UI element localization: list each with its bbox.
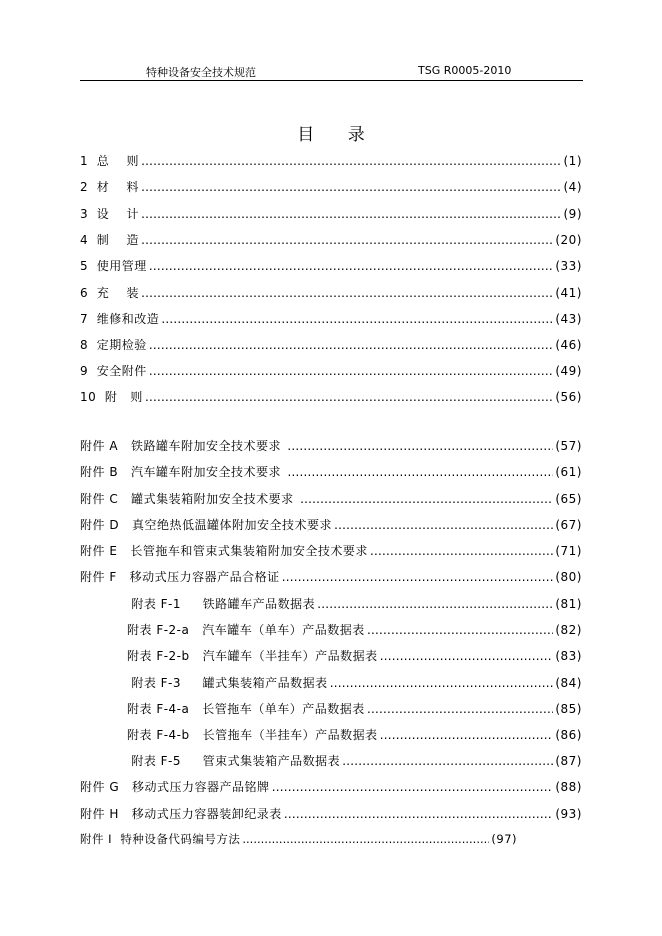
toc-entry-chapter-10[interactable]: [80, 388, 582, 406]
toc-page: (46): [555, 338, 582, 352]
leader-dots: [141, 152, 561, 170]
toc-label: 附件 H 移动式压力容器装卸纪录表: [80, 807, 282, 821]
leader-dots: [282, 568, 554, 586]
leader-dots: [367, 700, 554, 718]
toc-page: (80): [555, 570, 582, 584]
toc-page: (84): [555, 676, 582, 690]
leader-dots: [317, 595, 553, 613]
toc-entry-appendix-a[interactable]: [80, 437, 582, 455]
leader-dots: [370, 542, 554, 560]
toc-page: (4): [563, 180, 582, 194]
toc-label: 附件 D 真空绝热低温罐体附加安全技术要求: [80, 518, 332, 532]
toc-label: 附表 F-2-b 汽车罐车（半挂车）产品数据表: [127, 649, 378, 663]
toc-entry-appendix-i[interactable]: [80, 830, 517, 848]
toc-label: 附件 A 铁路罐车附加安全技术要求: [80, 439, 286, 453]
leader-dots: [342, 752, 553, 770]
toc-entry-schedule-f4b[interactable]: [127, 726, 582, 744]
toc-page: (43): [555, 312, 582, 326]
toc-entry-schedule-f5[interactable]: [127, 752, 582, 770]
toc-label: 附件 G 移动式压力容器产品铭牌: [80, 780, 270, 794]
toc-entry-schedule-f2a[interactable]: [127, 621, 582, 639]
toc-page: (71): [555, 544, 582, 558]
leader-dots: [242, 830, 489, 848]
toc-label: 8 定期检验: [80, 338, 147, 352]
leader-dots: [287, 437, 553, 455]
toc-page: (93): [555, 807, 582, 821]
toc-label: 附件 F 移动式压力容器产品合格证: [80, 570, 280, 584]
toc-label: 附件 E 长管拖车和管束式集装箱附加安全技术要求: [80, 544, 368, 558]
toc-entry-appendix-g[interactable]: [80, 778, 582, 796]
leader-dots: [380, 726, 554, 744]
toc-page: (67): [555, 518, 582, 532]
toc-entry-chapter-6[interactable]: [80, 284, 582, 302]
toc-label: 附表 F-3 罐式集装箱产品数据表: [127, 676, 328, 690]
toc-entry-chapter-5[interactable]: [80, 257, 582, 275]
toc-entry-appendix-f[interactable]: [80, 568, 582, 586]
toc-page: (1): [563, 154, 582, 168]
toc-label: 附件 B 汽车罐车附加安全技术要求: [80, 465, 286, 479]
toc-entry-chapter-1[interactable]: [80, 152, 582, 170]
toc-label: 1 总 则: [80, 154, 140, 168]
toc-label: 附表 F-1 铁路罐车产品数据表: [127, 597, 316, 611]
leader-dots: [141, 205, 561, 223]
toc-label: 5 使用管理: [80, 259, 147, 273]
toc-page: (86): [555, 728, 582, 742]
leader-dots: [380, 647, 554, 665]
toc-page: (87): [555, 754, 582, 768]
page-header: [80, 64, 583, 81]
toc-label: 附件 C 罐式集装箱附加安全技术要求: [80, 492, 298, 506]
toc-label: 6 充 装: [80, 286, 140, 300]
leader-dots: [149, 336, 554, 354]
toc-entry-schedule-f4a[interactable]: [127, 700, 582, 718]
leader-dots: [272, 778, 554, 796]
leader-dots: [149, 257, 554, 275]
leader-dots: [300, 490, 553, 508]
leader-dots: [330, 674, 554, 692]
toc-entry-chapter-8[interactable]: [80, 336, 582, 354]
toc-page: (85): [555, 702, 582, 716]
leader-dots: [141, 178, 561, 196]
leader-dots: [334, 516, 553, 534]
toc-label: 10 附 则: [80, 390, 143, 404]
toc-page: (88): [555, 780, 582, 794]
toc-label: 4 制 造: [80, 233, 140, 247]
toc-entry-chapter-9[interactable]: [80, 362, 582, 380]
toc-page: (41): [555, 286, 582, 300]
toc-entry-chapter-7[interactable]: [80, 310, 582, 328]
leader-dots: [145, 388, 554, 406]
leader-dots: [287, 463, 553, 481]
toc-entry-appendix-e[interactable]: [80, 542, 582, 560]
toc-page: (20): [555, 233, 582, 247]
toc-entry-schedule-f2b[interactable]: [127, 647, 582, 665]
toc-label: 附件 I 特种设备代码编号方法: [80, 832, 241, 846]
leader-dots: [141, 231, 553, 249]
toc-page: (65): [555, 492, 582, 506]
toc-page: (83): [555, 649, 582, 663]
toc-label: 附表 F-2-a 汽车罐车（单车）产品数据表: [127, 623, 365, 637]
toc-page: (49): [555, 364, 582, 378]
toc-entry-chapter-2[interactable]: [80, 178, 582, 196]
toc-page: (82): [555, 623, 582, 637]
toc-entry-chapter-3[interactable]: [80, 205, 582, 223]
header-spec-title: 特种设备安全技术规范: [146, 66, 256, 79]
leader-dots: [161, 310, 553, 328]
leader-dots: [149, 362, 554, 380]
toc-label: 2 材 料: [80, 180, 140, 194]
toc-entry-appendix-h[interactable]: [80, 805, 582, 823]
leader-dots: [141, 284, 553, 302]
toc-page: (61): [555, 465, 582, 479]
toc-page: (33): [555, 259, 582, 273]
leader-dots: [284, 805, 554, 823]
toc-entry-chapter-4[interactable]: [80, 231, 582, 249]
leader-dots: [367, 621, 554, 639]
toc-page: (57): [555, 439, 582, 453]
toc-page: (56): [555, 390, 582, 404]
toc-page: (81): [555, 597, 582, 611]
toc-label: 7 维修和改造: [80, 312, 160, 326]
toc-entry-appendix-d[interactable]: [80, 516, 582, 534]
toc-label: 附表 F-5 管束式集装箱产品数据表: [127, 754, 341, 768]
toc-label: 附表 F-4-a 长管拖车（单车）产品数据表: [127, 702, 365, 716]
toc-entry-schedule-f3[interactable]: [127, 674, 582, 692]
toc-entry-appendix-b[interactable]: [80, 463, 582, 481]
header-spec-code: TSG R0005-2010: [418, 64, 512, 77]
toc-label: 3 设 计: [80, 207, 140, 221]
toc-page: (97): [491, 832, 517, 846]
toc-title: 目 录: [297, 125, 379, 145]
toc-page: (9): [563, 207, 582, 221]
toc-label: 附表 F-4-b 长管拖车（半挂车）产品数据表: [127, 728, 378, 742]
toc-entry-appendix-c[interactable]: [80, 490, 582, 508]
toc-label: 9 安全附件: [80, 364, 147, 378]
toc-entry-schedule-f1[interactable]: [127, 595, 582, 613]
